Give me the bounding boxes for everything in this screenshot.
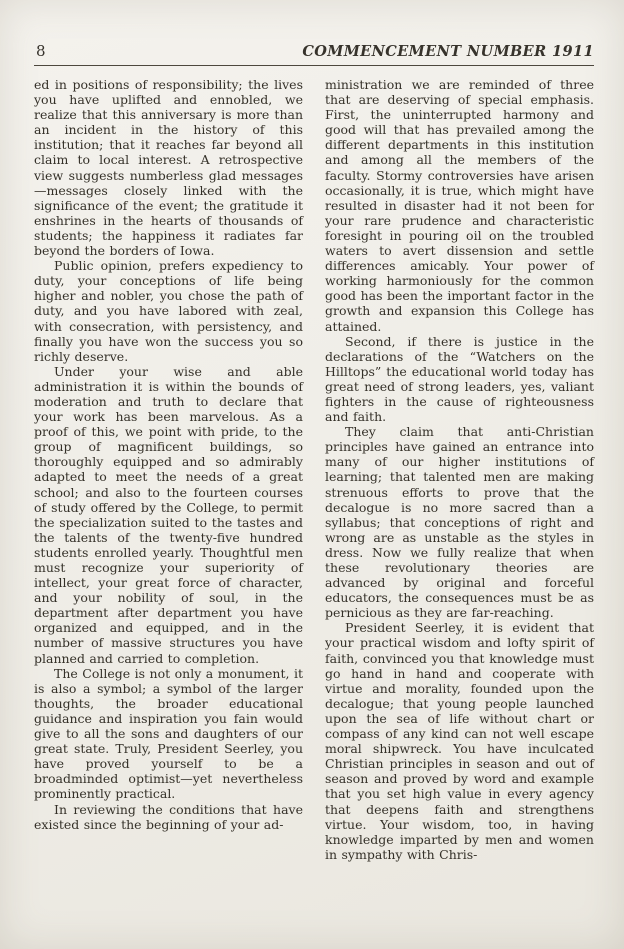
paragraph: Second, if there is justice in the declarations of the “Watchers on the Hilltops” the educational world today has great need of strong leaders, yes, valiant fighters in the cause of righteousness and faith. (325, 333, 594, 425)
page-number: 8 (36, 42, 46, 60)
paragraph: ministration we are reminded of three that are deserving of special emphasis. First, the uninterrupted harmony and good will that has prevailed among the different departments in this institution and among all the members of the faculty. Stormy controversies have arisen occasionally, it is true, which might have resulted in disaster had it not been for your rare prudence and characteristic foresight in pouring oil on the troubled waters to avert dissension and settle differences amicably. Your power of working harmoniously for the common good has been the important factor in the growth and expansion this College has attained. (325, 77, 594, 334)
header-title: COMMENCEMENT NUMBER 1911 (302, 43, 594, 60)
paragraph: The College is not only a monument, it is also a symbol; a symbol of the larger thoughts, the broader educational guidance and inspiration you fain would give to all the sons and daughters of our great state. Truly, President Seerley, you have proved yourself to be a broadminded optimist—yet nevertheless prominently practical. (34, 665, 303, 802)
right-column (325, 77, 594, 862)
left-column (34, 77, 303, 862)
page-header (34, 42, 594, 66)
paragraph: Under your wise and able administration it is within the bounds of moderation and truth to declare that your work has been marvelous. As a proof of this, we point with pride, to the group of magnificent buildings, so thoroughly equipped and so admirably adapted to meet the needs of a great school; and also to the fourteen courses of study offered by the College, to permit the specialization suited to the tastes and the talents of the twenty-five hundred students enrolled yearly. Thoughtful men must recognize your superiority of intellect, your great force of character, and your nobility of soul, in the department after department you have organized and equipped, and in the number of massive structures you have planned and carried to completion. (34, 363, 303, 666)
paragraph: ed in positions of responsibility; the lives you have uplifted and ennobled, we realize that this anniversary is more than an incident in the history of this institution; that it reaches far beyond all claim to local interest. A retrospective view suggests numberless glad messages—messages closely linked with the significance of the event; the gratitude it enshrines in the hearts of thousands of students; the happiness it radiates far beyond the borders of Iowa. (34, 77, 303, 259)
paragraph: President Seerley, it is evident that your practical wisdom and lofty spirit of faith, convinced you that knowledge must go hand in hand and cooperate with virtue and morality, founded upon the decalogue; that young people launched upon the sea of life without chart or compass of any kind can not well escape moral shipwreck. You have inculcated Christian principles in season and out of season and proved by word and example that you set high value in every agency that deepens faith and strengthens virtue. Your wisdom, too, in having knowledge imparted by men and women in sympathy with Chris- (325, 620, 594, 862)
paragraph: Public opinion, prefers expediency to duty, your conceptions of life being higher and nobler, you chose the path of duty, and you have labored with zeal, with consecration, with persistency, and finally you have won the success you so richly deserve. (34, 258, 303, 364)
paragraph: In reviewing the conditions that have existed since the beginning of your ad- (34, 801, 303, 832)
text-columns (34, 77, 594, 862)
paragraph: They claim that anti-Christian principles have gained an entrance into many of our higher institutions of learning; that talented men are making strenuous efforts to prove that the decalogue is no more sacred than a syllabus; that conceptions of right and wrong are as unstable as the styles in dress. Now we fully realize that when these revolutionary theories are advanced by original and forceful educators, the consequences must be as pernicious as they are far-reaching. (325, 424, 594, 621)
